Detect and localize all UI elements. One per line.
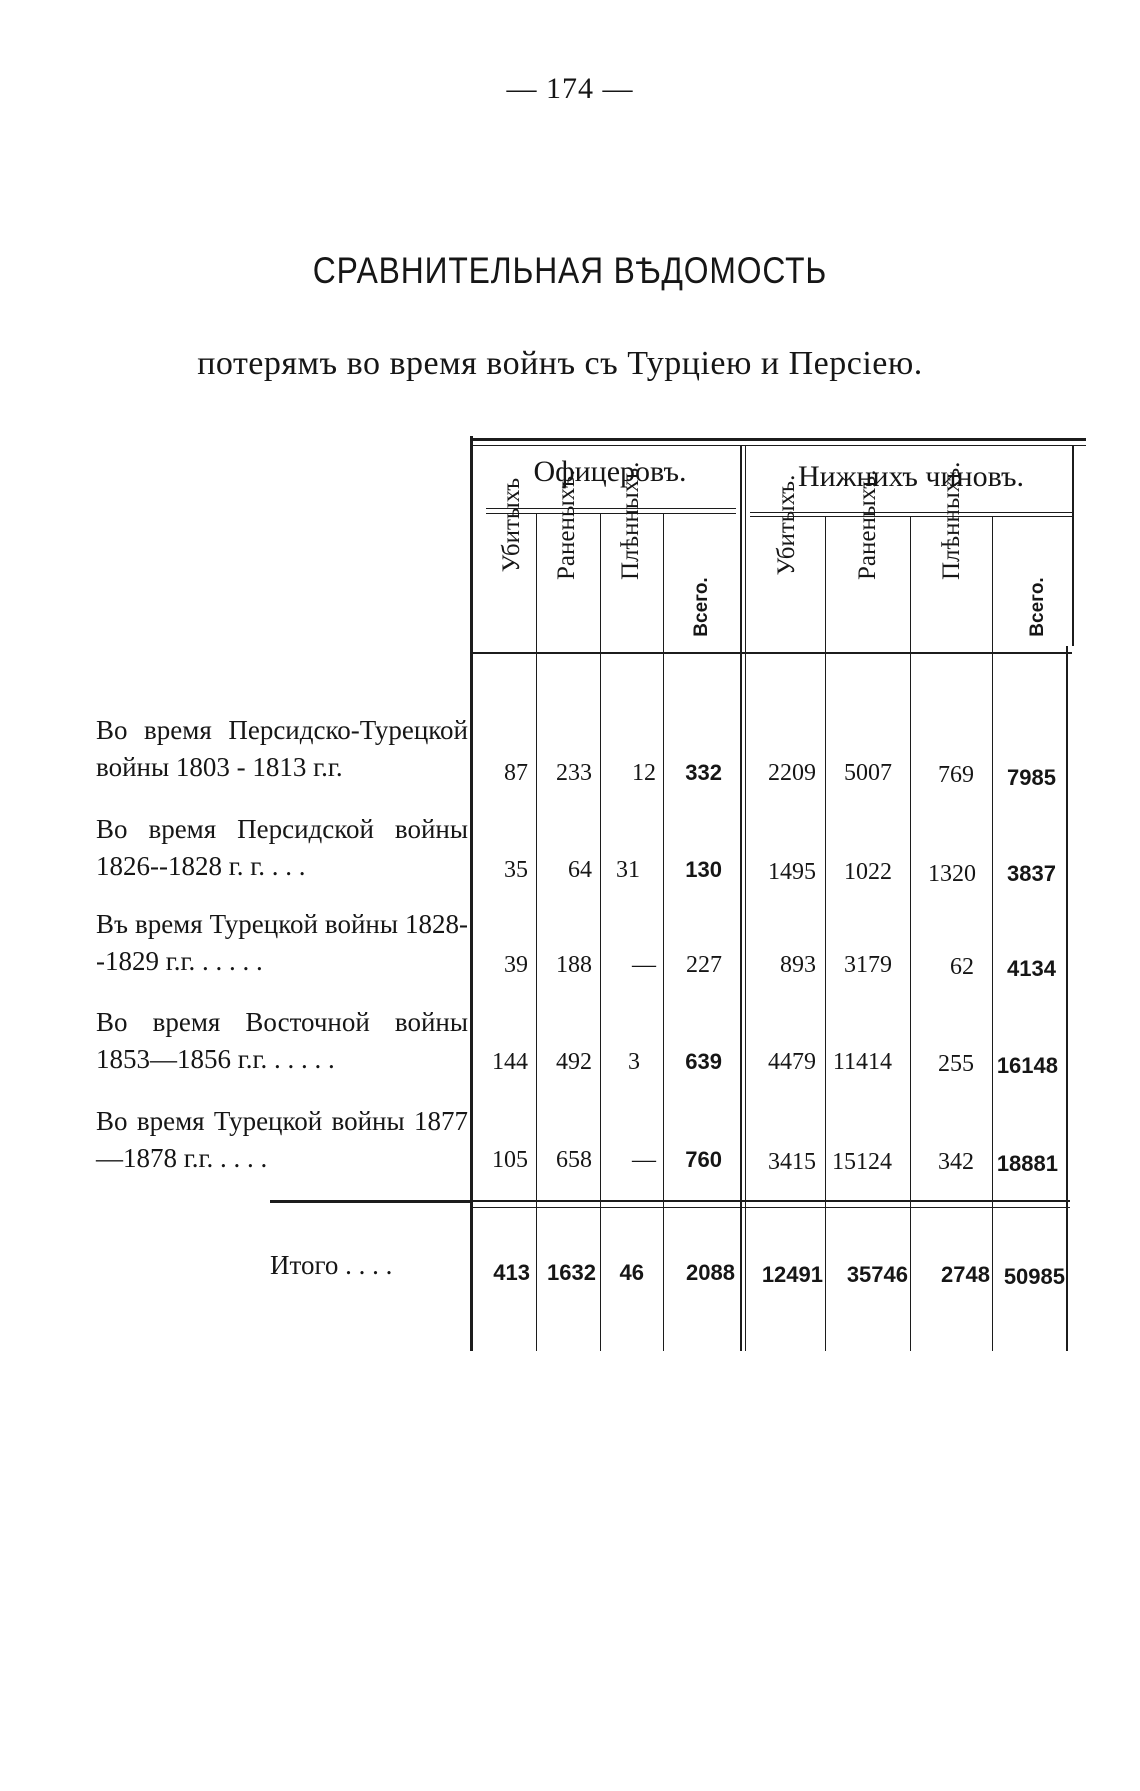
total-cell: 2088 bbox=[686, 1260, 735, 1285]
row-label: Во время Персидско-Турецкой войны 1803 - 1813 г.г. bbox=[96, 715, 468, 782]
row-label: Въ время Турецкой войны 1828--1829 г.г. . . . . . bbox=[96, 909, 468, 976]
total-cell: 1632 bbox=[547, 1260, 596, 1285]
table-cell: 658 bbox=[556, 1147, 592, 1173]
table-cell: — bbox=[632, 1147, 656, 1173]
officers-group-header: Офицеровъ. bbox=[533, 455, 687, 488]
total-cell: 50985 bbox=[1003, 1264, 1065, 1289]
column-header: Раненыхъ. bbox=[553, 469, 580, 580]
total-cell: 46 bbox=[619, 1260, 644, 1285]
table-cell: 3837 bbox=[1007, 861, 1056, 886]
total-cell: 413 bbox=[493, 1260, 530, 1285]
table-cell: 15124 bbox=[832, 1149, 892, 1175]
total-cell: 2748 bbox=[941, 1262, 990, 1287]
table-cell: 3179 bbox=[844, 952, 892, 978]
total-cell: 12491 bbox=[761, 1262, 823, 1287]
table-cell: 16148 bbox=[996, 1053, 1058, 1078]
table-cell: 233 bbox=[556, 760, 592, 786]
row-label: Во время Восточной войны 1853—1856 г.г. . . . . . bbox=[96, 1007, 468, 1074]
column-header: Убитыхъ bbox=[498, 477, 525, 573]
row-label: Во время Турецкой войны 1877—1878 г.г. . . . . bbox=[96, 1106, 468, 1173]
table-cell: 332 bbox=[685, 760, 722, 785]
table-cell: 4134 bbox=[1007, 956, 1056, 981]
column-header: Плѣнныхъ. bbox=[938, 461, 965, 580]
table-cell: 62 bbox=[950, 954, 974, 980]
column-header: Всего. bbox=[691, 577, 712, 637]
table-cell: 2209 bbox=[768, 760, 816, 786]
column-header: Плѣнныхъ. bbox=[617, 461, 644, 580]
lower-ranks-group-header: Нижнихъ чиновъ. bbox=[797, 460, 1025, 493]
table-cell: 1320 bbox=[928, 861, 976, 887]
table-cell: 255 bbox=[938, 1051, 974, 1077]
table-cell: 31 bbox=[616, 857, 640, 883]
table-cell: 35 bbox=[504, 857, 528, 883]
table-cell: 1022 bbox=[844, 859, 892, 885]
table-cell: 227 bbox=[686, 952, 722, 978]
table-cell: 3415 bbox=[768, 1149, 816, 1175]
table-cell: 130 bbox=[685, 857, 722, 882]
table-cell: 39 bbox=[504, 952, 528, 978]
total-label: Итого . . . . bbox=[270, 1250, 393, 1280]
table-cell: 64 bbox=[568, 857, 592, 883]
column-header: Раненыхъ. bbox=[854, 469, 881, 580]
page-number: — 174 — bbox=[506, 72, 634, 105]
row-label: Во время Персидской войны 1826--1828 г. г. . . . bbox=[96, 814, 468, 881]
document-title: СРАВНИТЕЛЬНАЯ ВѢДОМОСТЬ bbox=[312, 250, 828, 291]
total-cell: 35746 bbox=[846, 1262, 908, 1287]
table-cell: 12 bbox=[632, 760, 656, 786]
table-cell: 188 bbox=[556, 952, 592, 978]
table-cell: 893 bbox=[780, 952, 816, 978]
table-cell: 144 bbox=[492, 1049, 528, 1075]
table-cell: 105 bbox=[492, 1147, 528, 1173]
table-cell: 769 bbox=[938, 762, 974, 788]
column-header: Всего. bbox=[1027, 577, 1048, 637]
table-cell: 4479 bbox=[768, 1049, 816, 1075]
table-cell: 1495 bbox=[768, 859, 816, 885]
table-cell: 87 bbox=[504, 760, 528, 786]
table-cell: — bbox=[632, 952, 656, 978]
document-subtitle: потерямъ во время войнъ съ Турціею и Персіею. bbox=[197, 345, 923, 382]
table-cell: 760 bbox=[685, 1147, 722, 1172]
table-cell: 342 bbox=[938, 1149, 974, 1175]
table-cell: 18881 bbox=[996, 1151, 1058, 1176]
table-cell: 5007 bbox=[844, 760, 892, 786]
table-cell: 639 bbox=[685, 1049, 722, 1074]
table-cell: 11414 bbox=[832, 1049, 892, 1075]
table-cell: 492 bbox=[556, 1049, 592, 1075]
table-cell: 3 bbox=[628, 1049, 640, 1075]
column-header: Убитыхъ. bbox=[773, 474, 800, 576]
table-cell: 7985 bbox=[1007, 765, 1056, 790]
